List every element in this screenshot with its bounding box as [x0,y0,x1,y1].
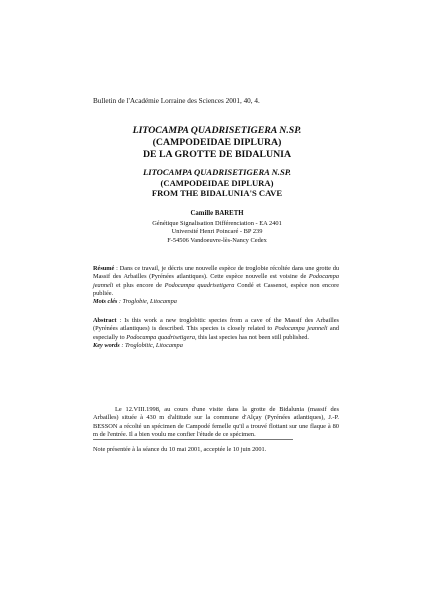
title-en-family: (CAMPODEIDAE DIPLURA) [160,177,274,188]
footnote-divider [93,439,293,440]
abstract-species-2: Podocampa quadrisetigera, [126,333,197,341]
resume-text-c: Condé et Cassenot, espèce non encore publiée. [93,281,340,297]
title-fr-species: LITOCAMPA QUADRISETIGERA N.SP. [132,125,302,136]
resume-paragraph [93,265,339,298]
abstract-species-1: Podocampa jeanneli [274,325,328,333]
resume-label: Résumé [93,265,115,272]
author-block [93,210,341,245]
abstract-keywords: : Troglobitic, Litocampa [119,341,183,349]
author-name: Camille BARETH [190,210,244,217]
title-english [93,167,341,199]
journal-reference: Bulletin de l'Académie Lorraine des Sciences 2001, 40, 4. [93,97,260,105]
resume-text-a: : Dans ce travail, je décris une nouvelle espèce de troglobie récoltée dans une grotte du Massif des Arbailles (Pyrénées atlantiques). Cette espèce nouvelle est voisine de [93,265,339,281]
resume-keywords-line [93,298,339,306]
resume-section [93,265,339,306]
resume-keywords: : Troglobie, Litocampa [117,298,177,306]
resume-species-2: Podocampa quadrisetigera [164,281,235,289]
title-fr-location: DE LA GROTTE DE BIDALUNIA [142,149,292,160]
title-en-location: FROM THE BIDALUNIA'S CAVE [151,188,283,198]
abstract-section [93,317,339,350]
abstract-text-c: this last species has not been still published. [196,333,310,341]
resume-keywords-label: Mots clés [93,298,118,306]
resume-species-1: Podocampa jeanneli [93,273,339,289]
title-french [93,125,341,161]
body-paragraph: Le 12.VIII.1998, au cours d'une visite dans la grotte de Bidalunia (massif des Arbailles) située à 430 m d'altitude sur la commune d'Alçay (Pyrénées atlantiques), J.-P. BESSON a récolté un spécimen de Campodé femelle qu'il a trouvé flottant sur une flaque à 80 m de l'entrée. Il a bien voulu me confier l'étude de ce spécimen. [93,406,339,439]
body-text [93,406,339,440]
resume-text-b: et plus encore de [113,281,165,289]
author-affiliation-university: Université Henri Poincaré - BP 239 [171,228,263,236]
title-en-species: LITOCAMPA QUADRISETIGERA N.SP. [142,167,292,177]
abstract-paragraph [93,317,339,342]
title-fr-family: (CAMPODEIDAE DIPLURA) [152,137,282,148]
abstract-keywords-line [93,342,339,350]
footnote: Note présentée à la séance du 10 mai 2001, acceptée le 10 juin 2001. [93,446,267,453]
author-affiliation-address: F-54506 Vandoeuvre-lès-Nancy Cedex [167,236,267,244]
abstract-text-b: and especially to [93,325,340,341]
abstract-keywords-label: Key words [93,341,120,349]
author-affiliation-lab: Génétique Signalisation Différenciation - EA 2401 [152,219,282,227]
abstract-label: Abstract [93,317,117,324]
abstract-text-a: : Is this work a new troglobitic species from a cave of the Massif des Arbailles (Pyrénées atlantiques) is described. This species is closely related to [93,317,339,333]
